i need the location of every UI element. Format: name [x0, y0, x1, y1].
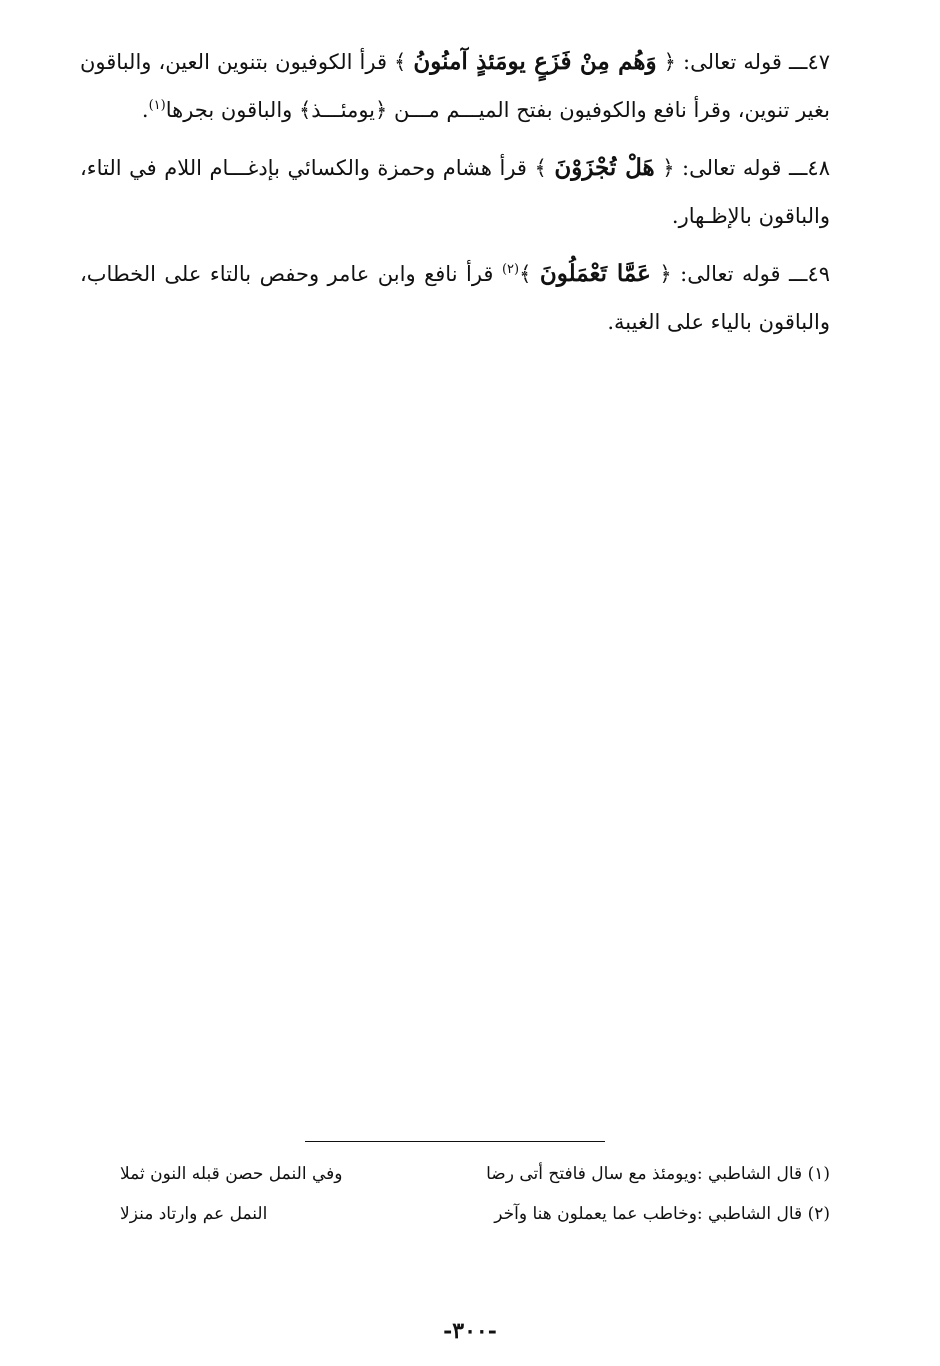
paragraph-end: . [141, 98, 149, 122]
footnote-verse-first: (١) قال الشاطبي :ويومئذ مع سال فافتح أتى رضا [486, 1164, 830, 1184]
quran-quote: وَهُم مِنْ فَزَعٍ يومَئذٍ آمنُونُ [413, 48, 657, 75]
open-bracket: ﴿ [650, 262, 672, 286]
paragraph-48 [80, 144, 830, 240]
page-number: -٣٠٠- [443, 1318, 497, 1344]
paragraph-body: قرأ الكوفيون بتنوين العين، والباقون بغير تنوين، وقرأ نافع والكوفيون بفتح الميـــم مـــن ﴿يومئـــذ﴾ والباقون بجرها [80, 50, 830, 122]
quran-quote: هَلْ تُجْزَوْنَ [554, 154, 655, 181]
close-bracket: ﴾ [394, 50, 414, 74]
verse-lead: ٤٧ـــ قوله تعالى: [676, 50, 831, 74]
footnote-2 [120, 1204, 830, 1244]
footnote-verse-first: (٢) قال الشاطبي :وخاطب عما يعملون هنا وآخر [494, 1204, 830, 1224]
footnote-ref[interactable]: (١) [148, 98, 166, 113]
paragraph-body: قرأ نافع وابن عامر وحفص بالتاء على الخطاب، والباقون بالياء على الغيبة. [80, 262, 830, 334]
verse-lead: ٤٨ـــ قوله تعالى: [674, 156, 830, 180]
open-bracket: ﴿ [656, 50, 676, 74]
verse-lead: ٤٩ـــ قوله تعالى: [671, 262, 830, 286]
footnote-ref[interactable]: (٢) [501, 262, 520, 277]
paragraph-body: قرأ هشام وحمزة والكسائي بإدغـــام اللام في التاء، والباقون بالإظـهار. [80, 156, 830, 228]
paragraph-49 [80, 250, 830, 346]
quran-quote: عَمَّا تَعْمَلُونَ [539, 260, 651, 287]
main-text [80, 38, 830, 356]
footnote-1 [120, 1164, 830, 1204]
footnote-verse-second: النمل عم وارتاد منزلا [120, 1204, 268, 1224]
close-bracket: ﴾ [519, 262, 540, 286]
paragraph-47 [80, 38, 830, 134]
close-bracket: ﴾ [534, 156, 555, 180]
footnotes [120, 1164, 830, 1244]
open-bracket: ﴿ [654, 156, 675, 180]
footnote-divider [305, 1141, 605, 1142]
footnote-verse-second: وفي النمل حصن قبله النون ثملا [120, 1164, 343, 1184]
